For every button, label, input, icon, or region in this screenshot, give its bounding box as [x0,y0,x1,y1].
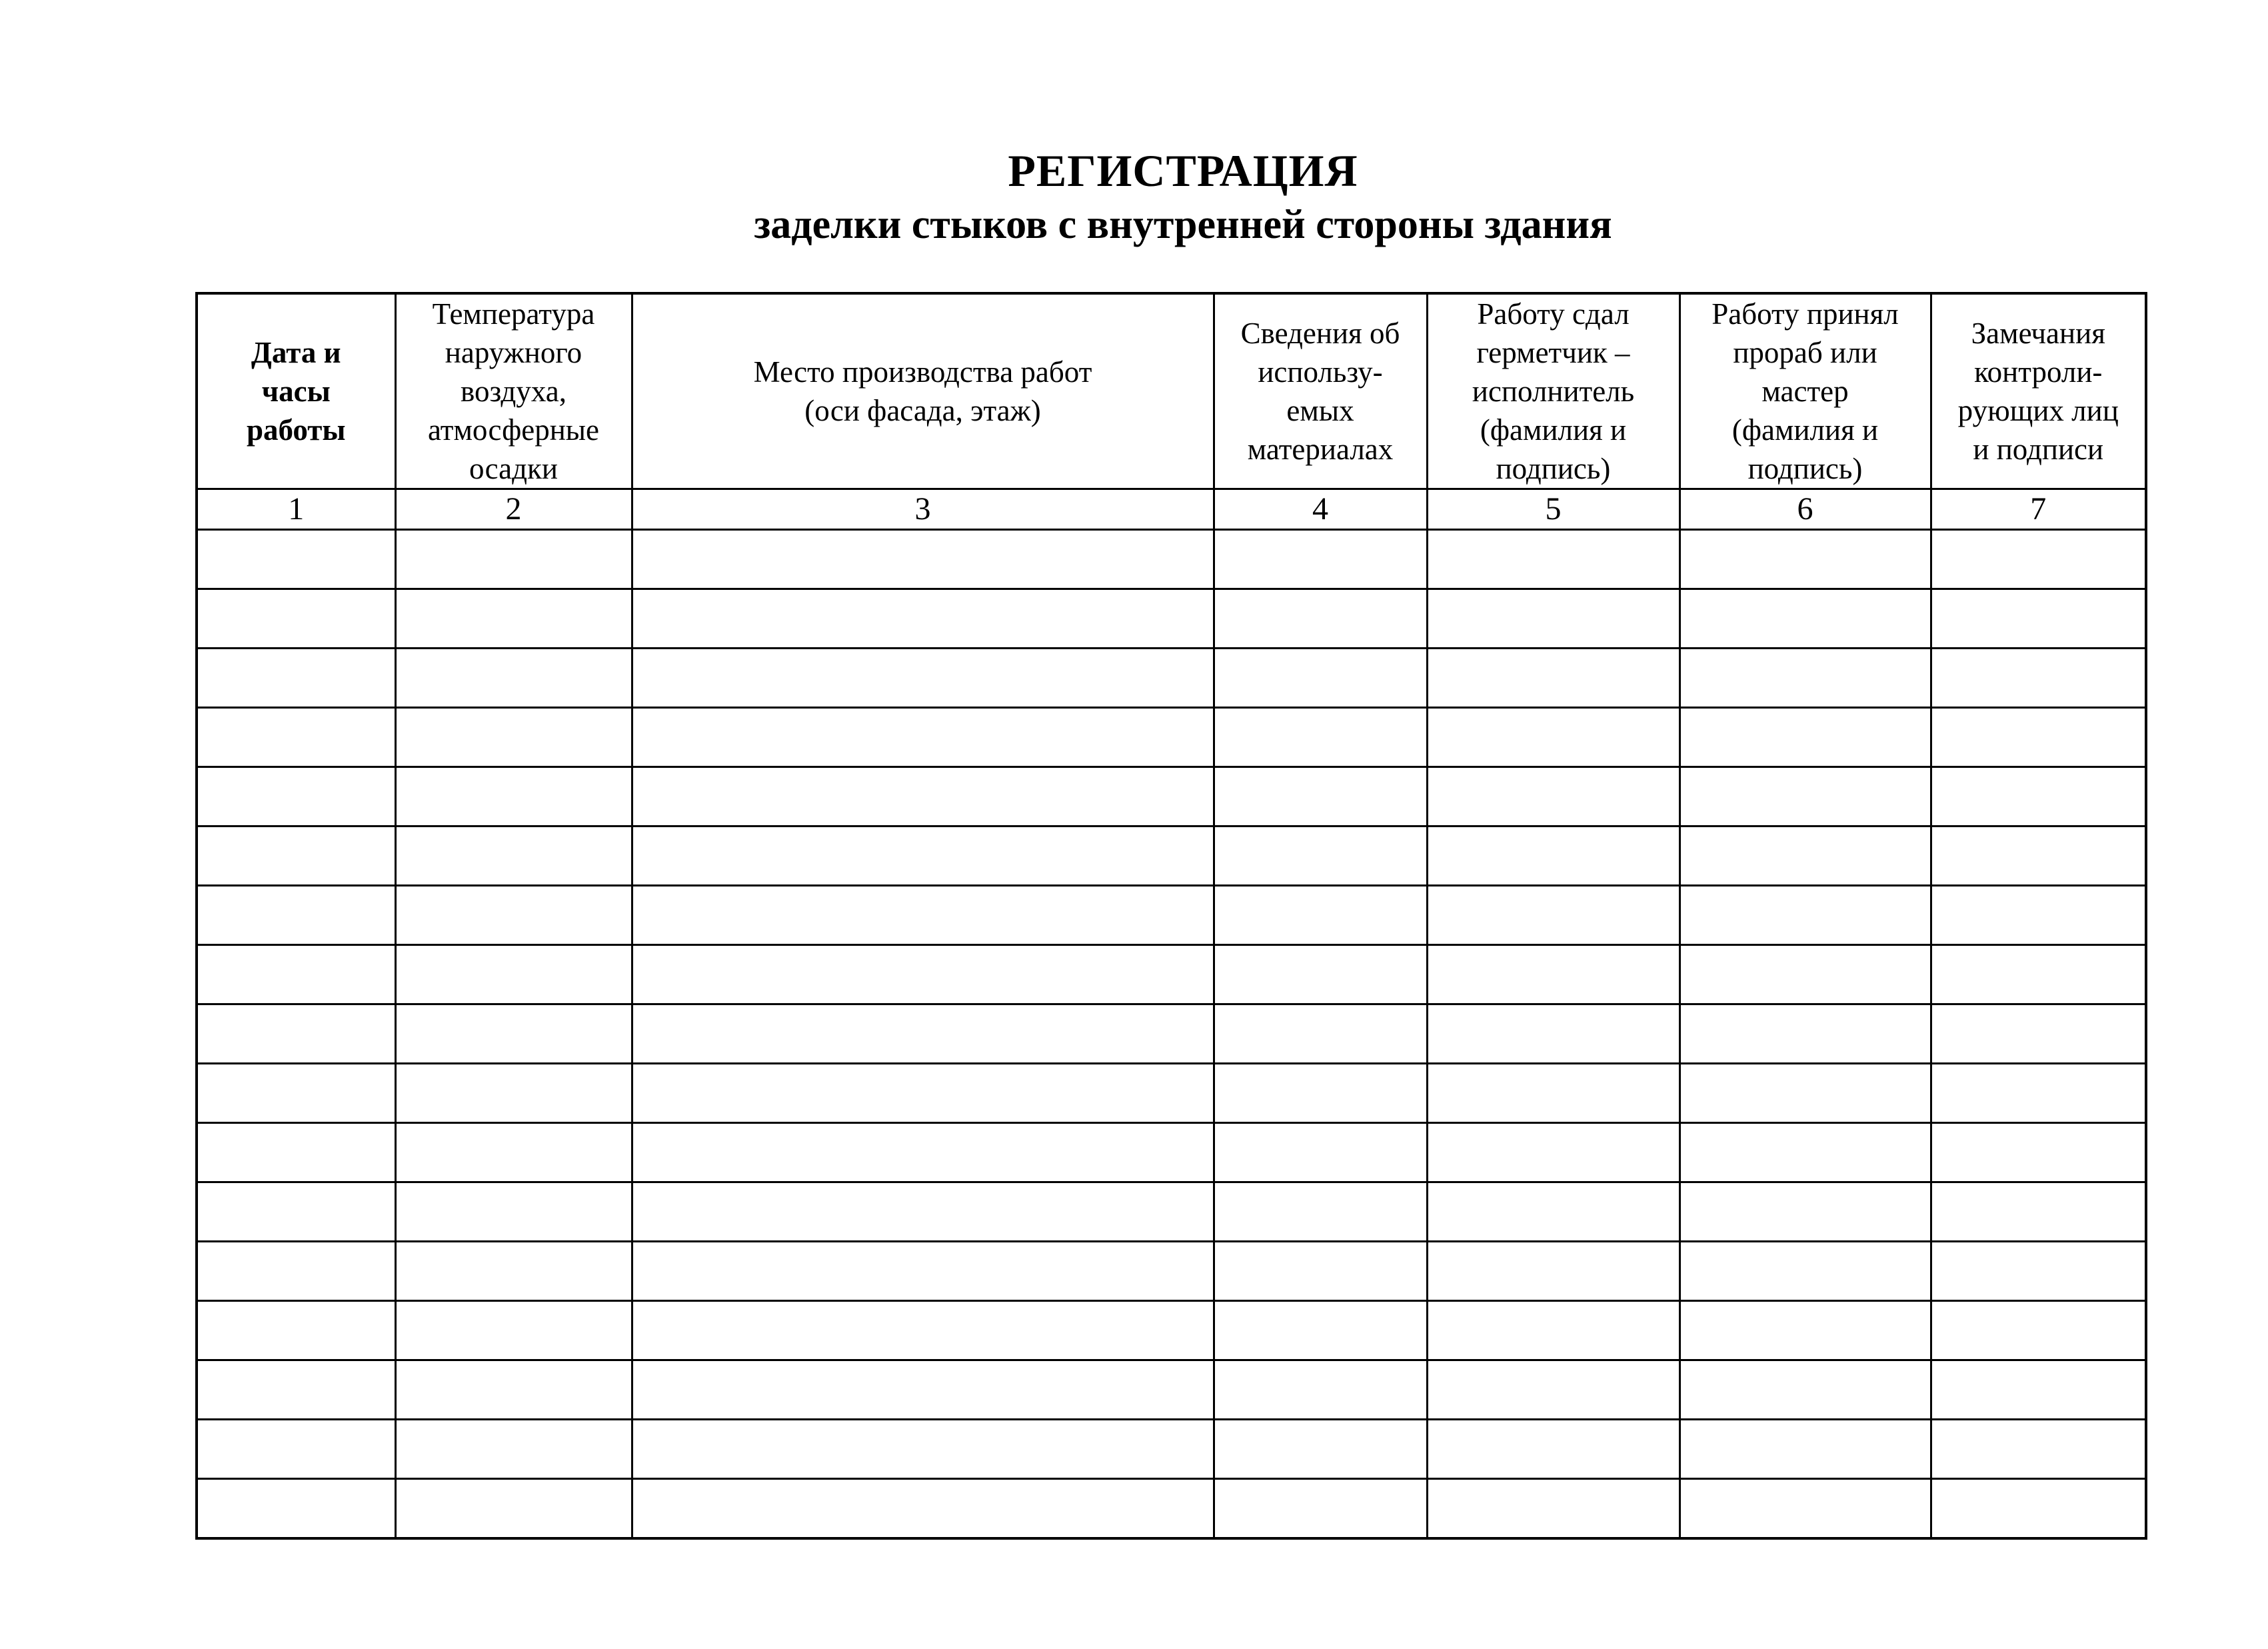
table-cell [1214,530,1427,589]
column-number: 7 [1931,489,2146,530]
table-cell [1214,1301,1427,1360]
table-row [197,1004,2146,1064]
table-cell [197,1242,395,1301]
table-row [197,1242,2146,1301]
table-cell [632,589,1214,649]
table-cell [197,1301,395,1360]
table-cell [395,708,632,767]
table-cell [395,589,632,649]
table-row [197,708,2146,767]
column-number: 3 [632,489,1214,530]
header-materials-info: Сведения об использу- емых материалах [1214,293,1427,489]
table-cell [1680,708,1931,767]
table-cell [1680,1064,1931,1123]
header-work-location: Место производства работ (оси фасада, этаж) [632,293,1214,489]
table-cell [1427,767,1680,826]
table-cell [1931,1182,2146,1242]
table-cell [1680,886,1931,945]
table-cell [1680,1182,1931,1242]
table-cell [197,1360,395,1420]
table-row [197,1182,2146,1242]
table-cell [632,1360,1214,1420]
table-cell [197,649,395,708]
table-cell [1214,826,1427,886]
registration-table [195,292,2147,1540]
table-row [197,530,2146,589]
table-cell [1214,1479,1427,1539]
table-cell [1931,589,2146,649]
table-cell [632,1064,1214,1123]
table-row [197,589,2146,649]
table-cell [1427,826,1680,886]
table-cell [197,1420,395,1479]
header-date-hours: Дата и часы работы [197,293,395,489]
table-cell [1680,1479,1931,1539]
table-cell [197,589,395,649]
table-cell [1931,826,2146,886]
table-cell [197,767,395,826]
table-cell [197,530,395,589]
table-cell [632,1004,1214,1064]
column-number-row [197,489,2146,530]
table-cell [632,708,1214,767]
table-cell [1214,1182,1427,1242]
table-cell [395,1182,632,1242]
table-cell [1931,1064,2146,1123]
table-cell [1931,945,2146,1004]
table-cell [1680,589,1931,649]
table-cell [395,1004,632,1064]
table-cell [1680,767,1931,826]
table-cell [395,1242,632,1301]
table-cell [1427,1360,1680,1420]
table-cell [197,945,395,1004]
table-cell [1427,530,1680,589]
column-number: 4 [1214,489,1427,530]
table-cell [1931,1242,2146,1301]
table-cell [197,1479,395,1539]
table-cell [197,1004,395,1064]
table-row [197,1479,2146,1539]
table-cell [395,530,632,589]
table-cell [1680,1420,1931,1479]
table-cell [1931,1004,2146,1064]
table-cell [1680,1360,1931,1420]
table-cell [395,886,632,945]
table-cell [1427,589,1680,649]
table-cell [1427,1479,1680,1539]
table-cell [1214,1004,1427,1064]
table-cell [1427,649,1680,708]
table-cell [632,767,1214,826]
table-cell [395,649,632,708]
table-cell [1427,708,1680,767]
table-cell [1931,1301,2146,1360]
header-air-temperature: Температура наружного воздуха, атмосферные осадки [395,293,632,489]
table-cell [632,945,1214,1004]
table-row [197,1360,2146,1420]
column-number: 6 [1680,489,1931,530]
table-cell [1931,767,2146,826]
table-cell [1214,886,1427,945]
table-cell [1214,589,1427,649]
table-row [197,1064,2146,1123]
table-cell [1931,1479,2146,1539]
header-row [197,293,2146,489]
table-cell [395,767,632,826]
table-cell [1931,530,2146,589]
table-cell [395,826,632,886]
table-cell [395,1479,632,1539]
column-number: 5 [1427,489,1680,530]
header-work-accepted: Работу принял прораб или мастер (фамилия и подпись) [1680,293,1931,489]
table-cell [395,1123,632,1182]
table-cell [1427,1242,1680,1301]
table-cell [1427,1301,1680,1360]
table-row [197,1420,2146,1479]
table-cell [395,1420,632,1479]
column-number: 1 [197,489,395,530]
table-cell [1680,530,1931,589]
blank-entry-rows [197,530,2146,1539]
table-cell [395,945,632,1004]
table-cell [1214,1123,1427,1182]
table-cell [632,1479,1214,1539]
table-cell [632,1123,1214,1182]
table-cell [1427,1420,1680,1479]
table-cell [1680,826,1931,886]
table-row [197,649,2146,708]
table-cell [1214,708,1427,767]
table-cell [632,826,1214,886]
table-cell [1931,649,2146,708]
table-cell [1931,708,2146,767]
table-cell [1214,649,1427,708]
table-cell [197,1123,395,1182]
table-cell [1680,1004,1931,1064]
table-cell [395,1360,632,1420]
table-cell [1214,1242,1427,1301]
table-cell [1214,945,1427,1004]
table-row [197,886,2146,945]
table-cell [1214,1064,1427,1123]
table-row [197,945,2146,1004]
table-cell [395,1301,632,1360]
table-cell [632,1242,1214,1301]
table-cell [1427,1004,1680,1064]
table-cell [1214,1360,1427,1420]
table-cell [1427,1182,1680,1242]
header-inspector-remarks: Замечания контроли- рующих лиц и подписи [1931,293,2146,489]
table-cell [632,1420,1214,1479]
table-cell [1680,649,1931,708]
table-cell [1680,1242,1931,1301]
table-row [197,1123,2146,1182]
table-cell [1214,1420,1427,1479]
table-cell [1931,1360,2146,1420]
table-cell [395,1064,632,1123]
table-cell [632,649,1214,708]
document-subtitle: заделки стыков с внутренней стороны здания [754,202,1612,247]
table-cell [1931,886,2146,945]
table-cell [1680,1301,1931,1360]
table-cell [197,886,395,945]
table-cell [1931,1420,2146,1479]
table-row [197,767,2146,826]
column-number: 2 [395,489,632,530]
table-cell [1427,945,1680,1004]
document-title: РЕГИСТРАЦИЯ [1008,145,1358,196]
table-cell [1680,1123,1931,1182]
table-cell [1680,945,1931,1004]
table-row [197,826,2146,886]
table-cell [1931,1123,2146,1182]
table-cell [197,708,395,767]
table-cell [632,1301,1214,1360]
table-cell [1427,1064,1680,1123]
table-cell [632,530,1214,589]
table-cell [632,1182,1214,1242]
table-cell [1214,767,1427,826]
table-cell [197,826,395,886]
table-cell [197,1182,395,1242]
table-cell [1427,1123,1680,1182]
table-cell [632,886,1214,945]
table-cell [197,1064,395,1123]
header-work-handed-over: Работу сдал герметчик – исполнитель (фамилия и подпись) [1427,293,1680,489]
table-cell [1427,886,1680,945]
table-row [197,1301,2146,1360]
